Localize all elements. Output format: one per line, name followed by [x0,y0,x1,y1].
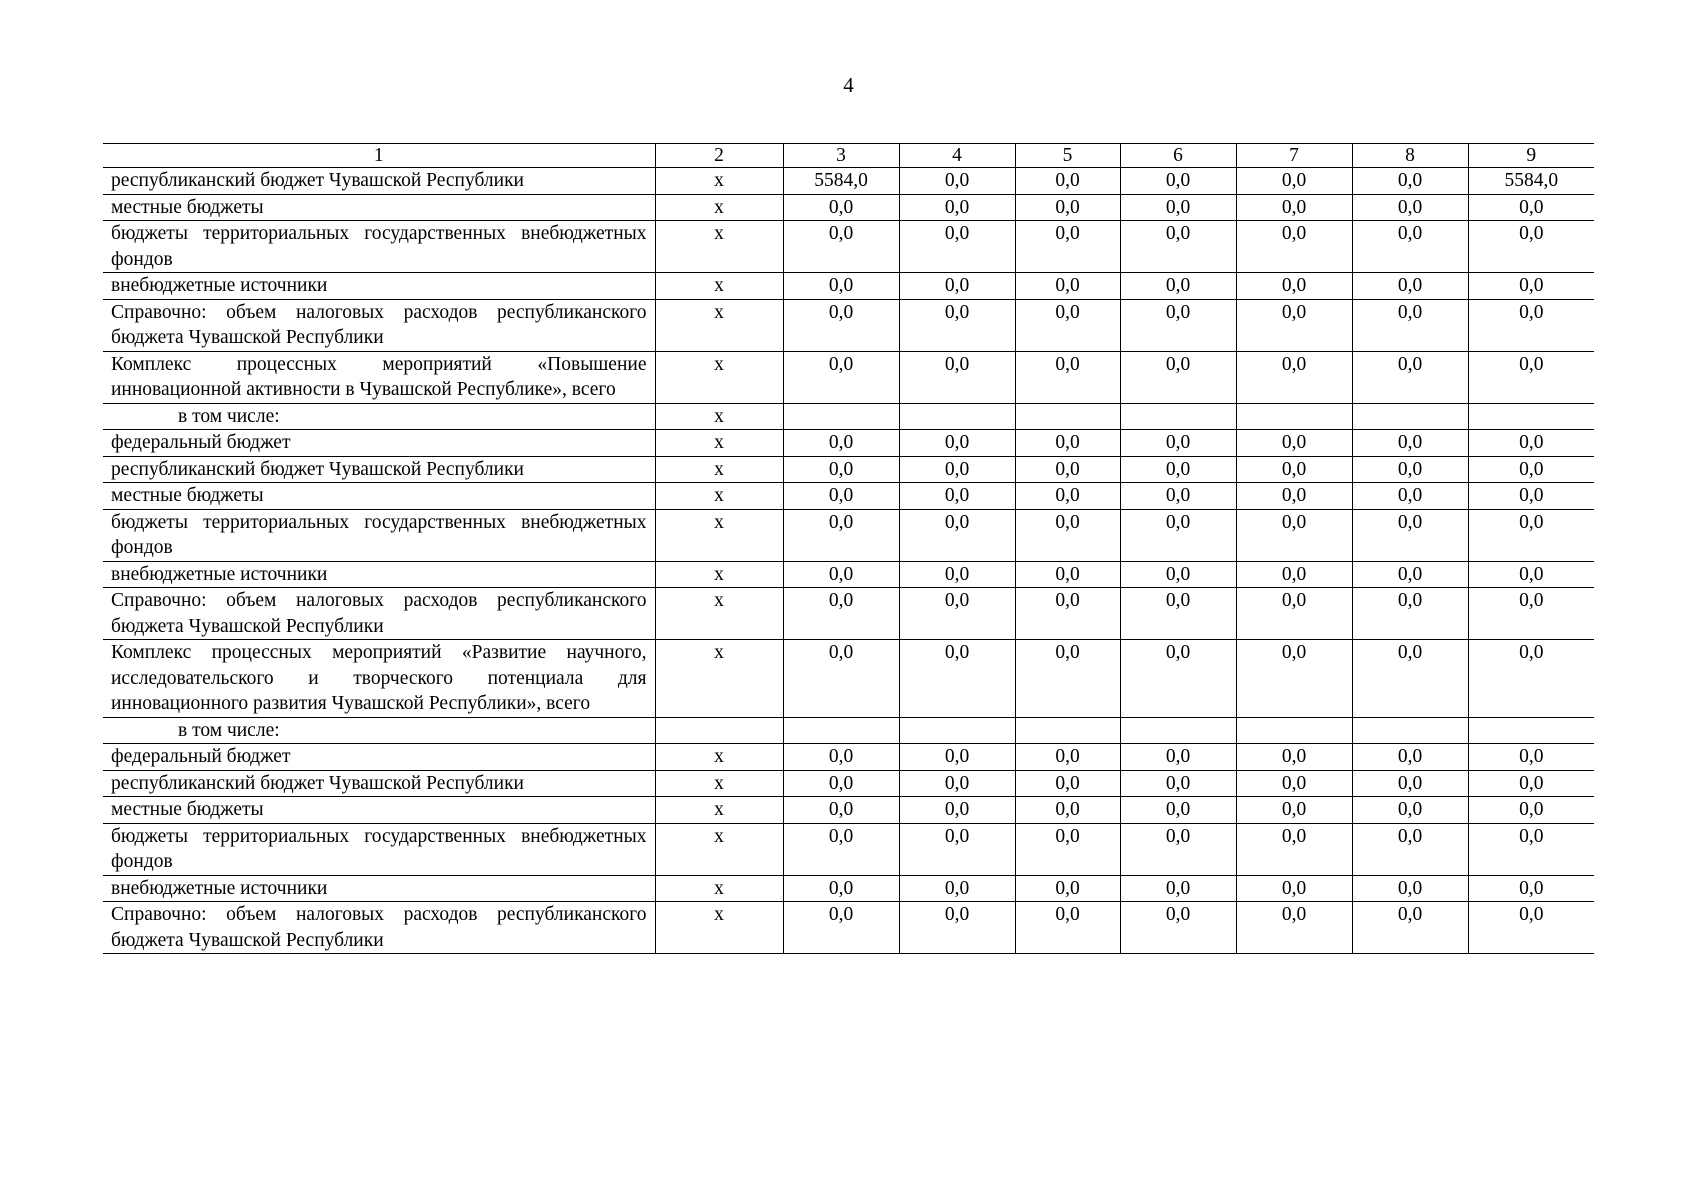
row-code-cell: х [655,640,783,718]
value-cell: 0,0 [1352,902,1468,954]
value-cell [1120,403,1236,430]
table-row [103,456,1594,483]
value-cell: 0,0 [1120,168,1236,195]
value-cell: 0,0 [1352,483,1468,510]
value-cell: 0,0 [1236,483,1352,510]
value-cell: 0,0 [1236,456,1352,483]
value-cell: 0,0 [1120,640,1236,718]
value-cell [1468,717,1594,744]
value-cell: 0,0 [1236,770,1352,797]
column-header: 9 [1468,144,1594,168]
row-code-cell: х [655,770,783,797]
value-cell: 0,0 [1015,640,1120,718]
row-label: бюджеты территориальных государственных внебюджетных фондов [103,221,655,273]
value-cell: 0,0 [899,902,1015,954]
table-row [103,875,1594,902]
value-cell: 0,0 [1468,744,1594,771]
value-cell: 0,0 [1015,509,1120,561]
value-cell: 0,0 [783,902,899,954]
value-cell: 0,0 [1352,299,1468,351]
value-cell: 0,0 [1236,168,1352,195]
value-cell: 0,0 [1352,770,1468,797]
row-label: республиканский бюджет Чувашской Республики [103,770,655,797]
value-cell: 0,0 [783,561,899,588]
value-cell: 0,0 [1468,588,1594,640]
value-cell: 0,0 [1015,875,1120,902]
value-cell: 0,0 [1352,194,1468,221]
value-cell: 0,0 [1352,561,1468,588]
value-cell [783,403,899,430]
column-header: 1 [103,144,655,168]
value-cell: 0,0 [1468,299,1594,351]
value-cell: 0,0 [1352,351,1468,403]
row-label: внебюджетные источники [103,561,655,588]
value-cell: 0,0 [1120,588,1236,640]
table-row [103,509,1594,561]
value-cell: 0,0 [1468,875,1594,902]
table-row [103,744,1594,771]
value-cell: 0,0 [1236,430,1352,457]
value-cell: 0,0 [899,561,1015,588]
value-cell: 0,0 [1015,744,1120,771]
value-cell: 0,0 [899,640,1015,718]
value-cell: 0,0 [1352,875,1468,902]
value-cell: 0,0 [899,456,1015,483]
value-cell: 0,0 [899,823,1015,875]
value-cell: 0,0 [783,588,899,640]
value-cell: 0,0 [899,770,1015,797]
row-code-cell: х [655,403,783,430]
value-cell [1468,403,1594,430]
page-number: 4 [843,73,854,97]
row-label: Комплекс процессных мероприятий «Развитие научного, исследовательского и творческого потенциала для инновационного развития Чувашской Республики», всего [103,640,655,718]
row-label: Справочно: объем налоговых расходов республиканского бюджета Чувашской Республики [103,588,655,640]
value-cell: 0,0 [1120,770,1236,797]
value-cell: 0,0 [783,770,899,797]
column-header: 8 [1352,144,1468,168]
value-cell: 0,0 [1120,483,1236,510]
value-cell: 0,0 [1120,430,1236,457]
row-code-cell: х [655,221,783,273]
row-code-cell: х [655,588,783,640]
row-label: Справочно: объем налоговых расходов республиканского бюджета Чувашской Республики [103,902,655,954]
row-label: республиканский бюджет Чувашской Республики [103,456,655,483]
value-cell: 0,0 [1015,770,1120,797]
header-row [103,144,1594,168]
row-code-cell: х [655,823,783,875]
value-cell: 0,0 [1120,902,1236,954]
value-cell: 0,0 [1236,797,1352,824]
value-cell: 0,0 [1468,823,1594,875]
value-cell: 0,0 [1352,823,1468,875]
column-header: 7 [1236,144,1352,168]
column-header: 3 [783,144,899,168]
table-row [103,273,1594,300]
column-header: 6 [1120,144,1236,168]
value-cell: 0,0 [1236,194,1352,221]
value-cell: 0,0 [783,797,899,824]
column-header: 4 [899,144,1015,168]
value-cell [783,717,899,744]
table-row [103,194,1594,221]
value-cell [899,403,1015,430]
row-label: федеральный бюджет [103,430,655,457]
value-cell: 0,0 [1015,273,1120,300]
value-cell: 0,0 [1120,823,1236,875]
table-row [103,299,1594,351]
value-cell: 0,0 [1468,483,1594,510]
table-body [103,168,1594,954]
value-cell: 0,0 [1015,797,1120,824]
value-cell: 0,0 [1015,299,1120,351]
value-cell: 0,0 [783,744,899,771]
value-cell: 0,0 [899,168,1015,195]
value-cell: 0,0 [1468,640,1594,718]
row-code-cell: х [655,273,783,300]
value-cell: 0,0 [1015,483,1120,510]
value-cell: 0,0 [899,299,1015,351]
row-code-cell: х [655,456,783,483]
value-cell: 0,0 [1468,273,1594,300]
value-cell: 0,0 [1015,430,1120,457]
value-cell: 0,0 [1015,221,1120,273]
budget-table [103,143,1594,954]
value-cell: 0,0 [899,194,1015,221]
row-code-cell: х [655,902,783,954]
row-label: Комплекс процессных мероприятий «Повышение инновационной активности в Чувашской Республике», всего [103,351,655,403]
value-cell: 0,0 [783,221,899,273]
table-row [103,221,1594,273]
value-cell: 0,0 [783,509,899,561]
table-row [103,168,1594,195]
table-row [103,770,1594,797]
value-cell: 0,0 [1120,456,1236,483]
table-row [103,561,1594,588]
value-cell: 5584,0 [783,168,899,195]
value-cell: 0,0 [1468,456,1594,483]
row-code-cell: х [655,483,783,510]
value-cell: 0,0 [783,194,899,221]
value-cell: 0,0 [899,483,1015,510]
value-cell: 0,0 [1352,168,1468,195]
value-cell: 0,0 [783,351,899,403]
row-label: местные бюджеты [103,797,655,824]
value-cell: 0,0 [1015,588,1120,640]
value-cell: 0,0 [1468,351,1594,403]
value-cell: 0,0 [899,588,1015,640]
row-label: внебюджетные источники [103,875,655,902]
row-label: федеральный бюджет [103,744,655,771]
value-cell: 0,0 [783,875,899,902]
table-row [103,588,1594,640]
row-code-cell: х [655,194,783,221]
value-cell: 0,0 [1236,823,1352,875]
table-row [103,823,1594,875]
value-cell: 0,0 [899,509,1015,561]
value-cell: 0,0 [1236,744,1352,771]
value-cell [1236,403,1352,430]
table-row [103,483,1594,510]
row-label: местные бюджеты [103,194,655,221]
row-label: внебюджетные источники [103,273,655,300]
value-cell: 0,0 [1352,509,1468,561]
value-cell: 0,0 [899,430,1015,457]
value-cell: 0,0 [1015,823,1120,875]
column-header: 5 [1015,144,1120,168]
row-code-cell [655,717,783,744]
row-label: республиканский бюджет Чувашской Республики [103,168,655,195]
value-cell: 0,0 [899,744,1015,771]
table-row [103,403,1594,430]
value-cell [1352,403,1468,430]
row-code-cell: х [655,299,783,351]
table-row [103,797,1594,824]
value-cell: 0,0 [1468,430,1594,457]
value-cell: 0,0 [1120,561,1236,588]
row-code-cell: х [655,797,783,824]
value-cell: 0,0 [1236,273,1352,300]
value-cell: 0,0 [783,299,899,351]
table-row [103,430,1594,457]
value-cell: 0,0 [1352,430,1468,457]
row-label: в том числе: [103,403,655,430]
value-cell: 0,0 [1236,902,1352,954]
value-cell: 0,0 [783,640,899,718]
row-code-cell: х [655,744,783,771]
value-cell: 0,0 [1120,744,1236,771]
value-cell: 0,0 [1468,194,1594,221]
value-cell: 0,0 [783,483,899,510]
row-label: в том числе: [103,717,655,744]
table-row [103,351,1594,403]
value-cell: 0,0 [1352,456,1468,483]
value-cell [1236,717,1352,744]
value-cell: 0,0 [1236,351,1352,403]
table-row [103,717,1594,744]
value-cell: 0,0 [1468,770,1594,797]
value-cell: 0,0 [1120,351,1236,403]
value-cell [1352,717,1468,744]
value-cell: 0,0 [899,273,1015,300]
value-cell [1015,403,1120,430]
value-cell: 0,0 [1236,640,1352,718]
value-cell: 0,0 [1236,875,1352,902]
value-cell: 0,0 [1236,588,1352,640]
row-label: бюджеты территориальных государственных внебюджетных фондов [103,509,655,561]
value-cell: 0,0 [1015,902,1120,954]
value-cell: 5584,0 [1468,168,1594,195]
value-cell: 0,0 [1468,902,1594,954]
row-label: Справочно: объем налоговых расходов республиканского бюджета Чувашской Республики [103,299,655,351]
value-cell: 0,0 [1352,221,1468,273]
value-cell [1015,717,1120,744]
value-cell: 0,0 [783,430,899,457]
row-code-cell: х [655,168,783,195]
value-cell: 0,0 [1015,351,1120,403]
row-label: бюджеты территориальных государственных внебюджетных фондов [103,823,655,875]
value-cell: 0,0 [1352,797,1468,824]
row-code-cell: х [655,875,783,902]
column-header: 2 [655,144,783,168]
row-code-cell: х [655,351,783,403]
value-cell: 0,0 [1468,561,1594,588]
value-cell [1120,717,1236,744]
value-cell: 0,0 [1236,299,1352,351]
value-cell: 0,0 [1015,168,1120,195]
value-cell: 0,0 [1468,797,1594,824]
value-cell: 0,0 [1015,456,1120,483]
value-cell: 0,0 [899,221,1015,273]
value-cell: 0,0 [1120,875,1236,902]
value-cell: 0,0 [1352,744,1468,771]
value-cell: 0,0 [1352,640,1468,718]
value-cell: 0,0 [1468,509,1594,561]
value-cell: 0,0 [1120,273,1236,300]
row-label: местные бюджеты [103,483,655,510]
row-code-cell: х [655,430,783,457]
table-row [103,902,1594,954]
value-cell: 0,0 [1015,561,1120,588]
value-cell: 0,0 [1015,194,1120,221]
value-cell: 0,0 [783,456,899,483]
value-cell: 0,0 [1468,221,1594,273]
value-cell: 0,0 [1236,509,1352,561]
value-cell: 0,0 [1352,588,1468,640]
value-cell [899,717,1015,744]
value-cell: 0,0 [899,875,1015,902]
value-cell: 0,0 [1120,221,1236,273]
row-code-cell: х [655,509,783,561]
value-cell: 0,0 [899,797,1015,824]
value-cell: 0,0 [783,273,899,300]
value-cell: 0,0 [1236,221,1352,273]
value-cell: 0,0 [1236,561,1352,588]
value-cell: 0,0 [1120,299,1236,351]
value-cell: 0,0 [783,823,899,875]
value-cell: 0,0 [1120,194,1236,221]
value-cell: 0,0 [1352,273,1468,300]
table-row [103,640,1594,718]
row-code-cell: х [655,561,783,588]
value-cell: 0,0 [899,351,1015,403]
value-cell: 0,0 [1120,509,1236,561]
value-cell: 0,0 [1120,797,1236,824]
